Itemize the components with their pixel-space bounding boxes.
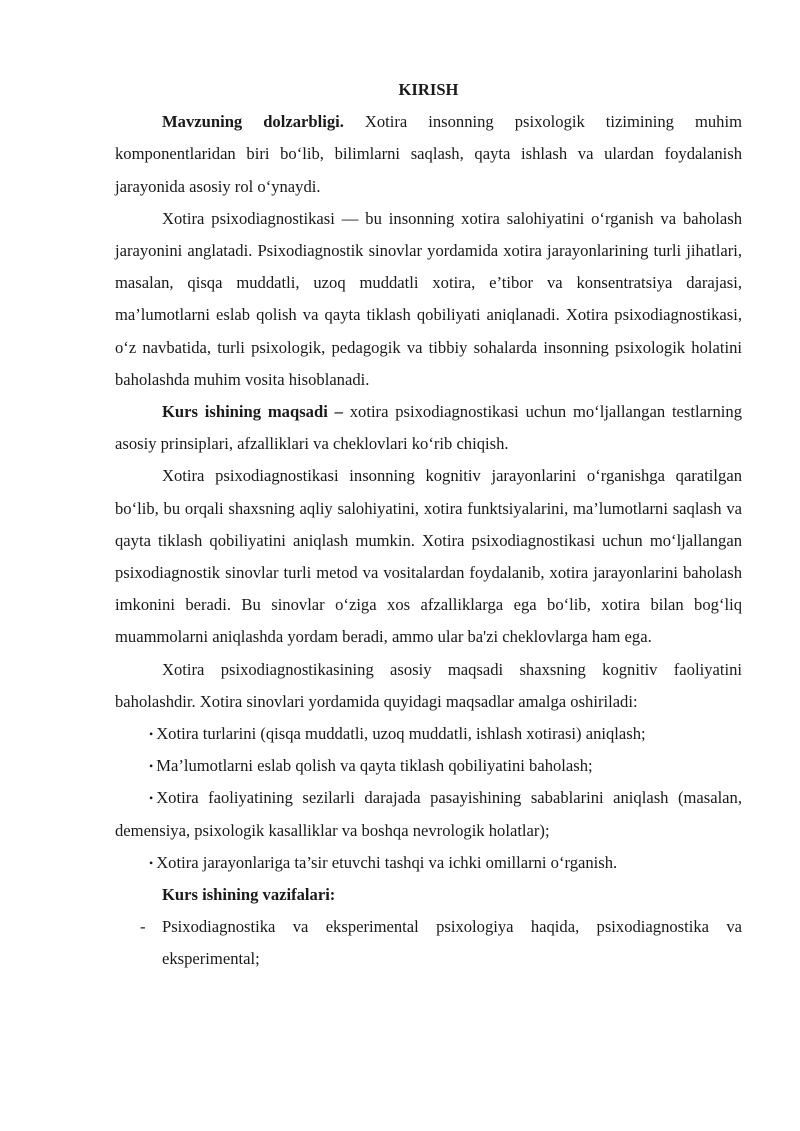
task-item-text: Psixodiagnostika va eksperimental psixologiya haqida, psixodiagnostika va eksperimental;: [162, 917, 742, 969]
bullet-icon: •: [149, 791, 154, 806]
task-item: [115, 911, 742, 975]
paragraph-overview: Xotira psixodiagnostikasi insonning kognitiv jarayonlarini o‘rganishga qaratilgan bo‘lib, bu orqali shaxsning aqliy salohiyatini, xotira funktsiyalarini, ma’lumotlarni saqlash va qayta tiklash qobiliyatini aniqlash mumkin. Xotira psixodiagnostikasi uchun mo‘ljallangan psixodiagnostik sinovlar turli metod va vositalardan foydalanib, xotira jarayonlarini baholash imkonini beradi. Bu sinovlar o‘ziga xos afzalliklarga ega bo‘lib, xotira bilan bog‘liq muammolarni aniqlashda yordam beradi, ammo ular ba'zi cheklovlarga ham ega.: [115, 466, 742, 647]
bullet-list: [115, 718, 742, 879]
relevance-lead: Mavzuning dolzarbligi.: [162, 112, 344, 132]
list-item: [115, 847, 742, 879]
list-item-text: Xotira turlarini (qisqa muddatli, uzoq muddatli, ishlash xotirasi) aniqlash;: [156, 724, 646, 744]
goal-text: xotira psixodiagnostikasi uchun mo‘ljallangan testlarning asosiy prinsiplari, afzalliklari va cheklovlari ko‘rib chiqish.: [115, 402, 742, 454]
page-title: KIRISH: [398, 80, 459, 99]
bullet-icon: •: [149, 759, 154, 774]
list-item: [115, 782, 742, 846]
paragraph-relevance: [115, 106, 742, 203]
relevance-text: Xotira insonning psixologik tizimining muhim komponentlaridan biri bo‘lib, bilimlarni saqlash, qayta ishlash va ulardan foydalanish jarayonida asosiy rol o‘ynaydi.: [115, 112, 742, 196]
goal-lead: Kurs ishining maqsadi –: [162, 402, 343, 422]
bullet-icon: •: [149, 855, 154, 870]
list-item-text: Xotira jarayonlariga ta’sir etuvchi tashqi va ichki omillarni o‘rganish.: [156, 852, 618, 872]
list-item-text: Xotira faoliyatining sezilarli darajada pasayishining sabablarini aniqlash (masalan, demensiya, psixologik kasalliklar va boshqa nevrologik holatlar);: [115, 788, 742, 840]
dash-icon: -: [140, 917, 146, 937]
paragraph-goal: [115, 396, 742, 460]
list-item: [115, 718, 742, 750]
paragraph-definition: Xotira psixodiagnostikasi — bu insonning xotira salohiyatini o‘rganish va baholash jarayonini anglatadi. Psixodiagnostik sinovlar yordamida xotira jarayonlarining turli jihatlari, masalan, qisqa muddatli, uzoq muddatli xotira, e’tibor va konsentratsiya darajasi, ma’lumotlarni eslab qolish va qayta tiklash qobiliyati aniqlanadi. Xotira psixodiagnostikasi, o‘z navbatida, turli psixologik, pedagogik va tibbiy sohalarda insonning psixologik holatini baholashda muhim vosita hisoblanadi.: [115, 208, 742, 389]
paragraph-purpose: Xotira psixodiagnostikasining asosiy maqsadi shaxsning kognitiv faoliyatini baholashdir. Xotira sinovlari yordamida quyidagi maqsadlar amalga oshiriladi:: [115, 659, 742, 711]
tasks-heading: Kurs ishining vazifalari:: [162, 885, 336, 905]
bullet-icon: •: [149, 727, 154, 742]
page-content: [115, 74, 742, 976]
list-item-text: Ma’lumotlarni eslab qolish va qayta tiklash qobiliyatini baholash;: [156, 756, 593, 776]
list-item: [115, 750, 742, 782]
